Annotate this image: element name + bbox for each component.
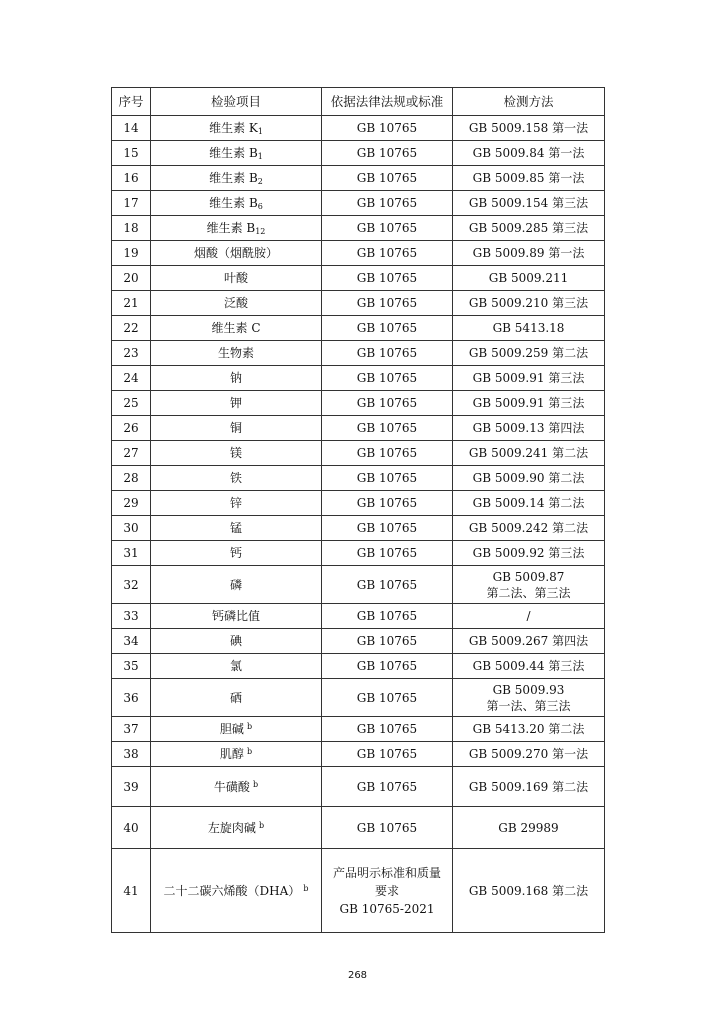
item-name: 叶酸 xyxy=(223,271,248,285)
inspection-item xyxy=(151,604,322,629)
row-number: 18 xyxy=(112,216,151,241)
row-number: 27 xyxy=(112,441,151,466)
inspection-item xyxy=(151,391,322,416)
item-name: 维生素 B xyxy=(209,196,258,210)
basis-line: 产品明示标准和质量 xyxy=(332,865,441,880)
basis-line: GB 10765 xyxy=(356,246,418,260)
method-line: 第二法、第三法 xyxy=(486,585,571,600)
basis-line: GB 10765 xyxy=(356,371,418,385)
legal-basis xyxy=(322,604,453,629)
test-method xyxy=(453,141,605,166)
test-method xyxy=(453,742,605,767)
table-header-row xyxy=(112,88,605,116)
table-row xyxy=(112,807,605,849)
legal-basis xyxy=(322,654,453,679)
test-method xyxy=(453,629,605,654)
basis-line: GB 10765 xyxy=(356,722,418,736)
row-number: 26 xyxy=(112,416,151,441)
inspection-item xyxy=(151,466,322,491)
table-row xyxy=(112,767,605,807)
table-row xyxy=(112,191,605,216)
legal-basis xyxy=(322,191,453,216)
method-line: GB 5009.91 第三法 xyxy=(472,371,585,385)
item-name: 钾 xyxy=(229,396,242,410)
legal-basis xyxy=(322,491,453,516)
table-row xyxy=(112,466,605,491)
legal-basis xyxy=(322,849,453,933)
table-body xyxy=(112,116,605,933)
item-name: 铜 xyxy=(229,421,242,435)
inspection-item xyxy=(151,679,322,717)
test-method xyxy=(453,241,605,266)
test-method xyxy=(453,767,605,807)
row-number: 21 xyxy=(112,291,151,316)
inspection-table xyxy=(111,87,605,933)
row-number: 23 xyxy=(112,341,151,366)
method-line: GB 5009.211 xyxy=(488,271,569,285)
test-method xyxy=(453,166,605,191)
inspection-item xyxy=(151,241,322,266)
table-row xyxy=(112,441,605,466)
item-name: 烟酸（烟酰胺） xyxy=(193,246,278,260)
test-method xyxy=(453,291,605,316)
item-subscript: 6 xyxy=(257,202,263,211)
row-number: 37 xyxy=(112,717,151,742)
table-row xyxy=(112,849,605,933)
inspection-item xyxy=(151,541,322,566)
method-line: GB 5009.13 第四法 xyxy=(472,421,585,435)
table-row xyxy=(112,516,605,541)
row-number: 17 xyxy=(112,191,151,216)
inspection-item xyxy=(151,316,322,341)
header-basis: 依据法律法规或标准 xyxy=(322,88,453,116)
basis-line: GB 10765 xyxy=(356,577,418,592)
item-name: 锌 xyxy=(229,496,242,510)
basis-line: GB 10765 xyxy=(356,496,418,510)
table-row xyxy=(112,566,605,604)
row-number: 39 xyxy=(112,767,151,807)
test-method xyxy=(453,116,605,141)
basis-line: GB 10765 xyxy=(356,659,418,673)
row-number: 28 xyxy=(112,466,151,491)
table-row xyxy=(112,216,605,241)
legal-basis xyxy=(322,541,453,566)
basis-line: GB 10765 xyxy=(356,546,418,560)
item-subscript: 2 xyxy=(257,177,263,186)
basis-line: 要求 xyxy=(374,883,399,898)
test-method xyxy=(453,191,605,216)
row-number: 41 xyxy=(112,849,151,933)
row-number: 14 xyxy=(112,116,151,141)
basis-line: GB 10765 xyxy=(356,171,418,185)
table-row xyxy=(112,717,605,742)
row-number: 15 xyxy=(112,141,151,166)
row-number: 24 xyxy=(112,366,151,391)
basis-line: GB 10765 xyxy=(356,634,418,648)
item-footnote-mark: b xyxy=(303,883,309,893)
legal-basis xyxy=(322,216,453,241)
legal-basis xyxy=(322,241,453,266)
test-method xyxy=(453,316,605,341)
method-line: GB 5009.242 第二法 xyxy=(468,521,589,535)
method-line: GB 5009.89 第一法 xyxy=(472,246,585,260)
method-line: GB 5009.85 第一法 xyxy=(472,171,585,185)
method-line: GB 5009.90 第二法 xyxy=(472,471,585,485)
item-subscript: 12 xyxy=(255,227,266,236)
item-name: 胆碱 xyxy=(219,722,244,736)
method-line: / xyxy=(526,609,531,623)
test-method xyxy=(453,341,605,366)
basis-line: GB 10765 xyxy=(356,421,418,435)
item-name: 碘 xyxy=(229,634,242,648)
inspection-item xyxy=(151,629,322,654)
item-name: 二十二碳六烯酸（DHA） xyxy=(163,883,301,898)
basis-line: GB 10765 xyxy=(356,820,418,835)
item-subscript: 1 xyxy=(257,152,263,161)
basis-line: GB 10765 xyxy=(356,471,418,485)
method-line: GB 5009.14 第二法 xyxy=(472,496,585,510)
item-footnote-mark: b xyxy=(258,820,265,830)
test-method xyxy=(453,541,605,566)
inspection-item xyxy=(151,441,322,466)
row-number: 25 xyxy=(112,391,151,416)
table-row xyxy=(112,366,605,391)
method-line: GB 5009.285 第三法 xyxy=(468,221,589,235)
item-name: 维生素 B xyxy=(206,221,256,235)
table-row xyxy=(112,166,605,191)
basis-line: GB 10765 xyxy=(356,396,418,410)
basis-line: GB 10765-2021 xyxy=(339,901,435,916)
table-row xyxy=(112,679,605,717)
inspection-item xyxy=(151,191,322,216)
test-method xyxy=(453,416,605,441)
method-line: GB 5009.91 第三法 xyxy=(472,396,585,410)
table-row xyxy=(112,141,605,166)
method-line: GB 5009.270 第一法 xyxy=(468,747,589,761)
inspection-item xyxy=(151,849,322,933)
legal-basis xyxy=(322,341,453,366)
table-row xyxy=(112,416,605,441)
inspection-item xyxy=(151,341,322,366)
header-no: 序号 xyxy=(112,88,151,116)
item-subscript: 1 xyxy=(257,127,263,136)
item-name: 硒 xyxy=(229,690,242,705)
row-number: 32 xyxy=(112,566,151,604)
test-method xyxy=(453,807,605,849)
test-method xyxy=(453,441,605,466)
test-method xyxy=(453,466,605,491)
inspection-item xyxy=(151,516,322,541)
basis-line: GB 10765 xyxy=(356,146,418,160)
table-row xyxy=(112,241,605,266)
item-name: 镁 xyxy=(229,446,242,460)
test-method xyxy=(453,849,605,933)
row-number: 36 xyxy=(112,679,151,717)
item-name: 钙磷比值 xyxy=(211,609,260,623)
basis-line: GB 10765 xyxy=(356,521,418,535)
header-item: 检验项目 xyxy=(151,88,322,116)
legal-basis xyxy=(322,807,453,849)
legal-basis xyxy=(322,629,453,654)
table-row xyxy=(112,116,605,141)
legal-basis xyxy=(322,316,453,341)
legal-basis xyxy=(322,141,453,166)
method-line: GB 5009.158 第一法 xyxy=(468,121,589,135)
inspection-item xyxy=(151,491,322,516)
inspection-item xyxy=(151,717,322,742)
method-line: GB 5009.210 第三法 xyxy=(468,296,589,310)
item-name: 铁 xyxy=(229,471,242,485)
legal-basis xyxy=(322,566,453,604)
item-name: 维生素 B xyxy=(209,146,258,160)
table-row xyxy=(112,266,605,291)
basis-line: GB 10765 xyxy=(356,779,418,794)
inspection-item xyxy=(151,116,322,141)
basis-line: GB 10765 xyxy=(356,221,418,235)
method-line: GB 5009.169 第二法 xyxy=(468,779,589,794)
table-row xyxy=(112,341,605,366)
row-number: 38 xyxy=(112,742,151,767)
row-number: 33 xyxy=(112,604,151,629)
method-line: GB 5009.168 第二法 xyxy=(468,883,589,898)
test-method xyxy=(453,366,605,391)
method-line: GB 5009.92 第三法 xyxy=(472,546,585,560)
inspection-item xyxy=(151,416,322,441)
test-method xyxy=(453,391,605,416)
item-name: 氯 xyxy=(229,659,242,673)
item-footnote-mark: b xyxy=(246,747,253,756)
basis-line: GB 10765 xyxy=(356,747,418,761)
legal-basis xyxy=(322,516,453,541)
legal-basis xyxy=(322,416,453,441)
item-footnote-mark: b xyxy=(246,722,253,731)
table-row xyxy=(112,541,605,566)
basis-line: GB 10765 xyxy=(356,446,418,460)
basis-line: GB 10765 xyxy=(356,346,418,360)
table-row xyxy=(112,291,605,316)
basis-line: GB 10765 xyxy=(356,296,418,310)
method-line: GB 5009.93 xyxy=(492,682,565,697)
row-number: 35 xyxy=(112,654,151,679)
item-name: 钠 xyxy=(229,371,242,385)
item-name: 锰 xyxy=(229,521,242,535)
item-name: 生物素 xyxy=(217,346,254,360)
legal-basis xyxy=(322,466,453,491)
row-number: 31 xyxy=(112,541,151,566)
method-line: 第一法、第三法 xyxy=(486,698,571,713)
inspection-item xyxy=(151,654,322,679)
item-name: 左旋肉碱 xyxy=(207,820,256,835)
item-name: 维生素 C xyxy=(211,321,261,335)
basis-line: GB 10765 xyxy=(356,321,418,335)
item-name: 维生素 B xyxy=(209,171,258,185)
legal-basis xyxy=(322,266,453,291)
row-number: 34 xyxy=(112,629,151,654)
table-row xyxy=(112,604,605,629)
item-footnote-mark: b xyxy=(252,779,259,789)
method-line: GB 5009.259 第二法 xyxy=(468,346,589,360)
test-method xyxy=(453,654,605,679)
test-method xyxy=(453,717,605,742)
page-number: 268 xyxy=(347,970,368,981)
legal-basis xyxy=(322,767,453,807)
table-row xyxy=(112,316,605,341)
method-line: GB 5009.87 xyxy=(492,569,565,584)
legal-basis xyxy=(322,742,453,767)
basis-line: GB 10765 xyxy=(356,609,418,623)
row-number: 29 xyxy=(112,491,151,516)
item-name: 磷 xyxy=(229,577,242,592)
item-name: 钙 xyxy=(229,546,242,560)
legal-basis xyxy=(322,391,453,416)
basis-line: GB 10765 xyxy=(356,690,418,705)
method-line: GB 5009.154 第三法 xyxy=(468,196,589,210)
inspection-item xyxy=(151,266,322,291)
method-line: GB 29989 xyxy=(498,820,559,835)
header-method: 检测方法 xyxy=(453,88,605,116)
inspection-item xyxy=(151,366,322,391)
row-number: 40 xyxy=(112,807,151,849)
legal-basis xyxy=(322,116,453,141)
legal-basis xyxy=(322,366,453,391)
test-method xyxy=(453,604,605,629)
test-method xyxy=(453,516,605,541)
table-row xyxy=(112,742,605,767)
test-method xyxy=(453,491,605,516)
row-number: 16 xyxy=(112,166,151,191)
row-number: 22 xyxy=(112,316,151,341)
legal-basis xyxy=(322,441,453,466)
legal-basis xyxy=(322,717,453,742)
table-row xyxy=(112,654,605,679)
method-line: GB 5413.18 xyxy=(492,321,565,335)
item-name: 维生素 K xyxy=(209,121,258,135)
test-method xyxy=(453,679,605,717)
inspection-item xyxy=(151,767,322,807)
test-method xyxy=(453,216,605,241)
legal-basis xyxy=(322,291,453,316)
row-number: 20 xyxy=(112,266,151,291)
basis-line: GB 10765 xyxy=(356,271,418,285)
method-line: GB 5009.267 第四法 xyxy=(468,634,589,648)
row-number: 19 xyxy=(112,241,151,266)
inspection-item xyxy=(151,216,322,241)
method-line: GB 5413.20 第二法 xyxy=(472,722,585,736)
method-line: GB 5009.84 第一法 xyxy=(472,146,585,160)
method-line: GB 5009.44 第三法 xyxy=(472,659,585,673)
legal-basis xyxy=(322,679,453,717)
inspection-item xyxy=(151,566,322,604)
inspection-item xyxy=(151,141,322,166)
item-name: 肌醇 xyxy=(219,747,244,761)
inspection-item xyxy=(151,742,322,767)
basis-line: GB 10765 xyxy=(356,196,418,210)
method-line: GB 5009.241 第二法 xyxy=(468,446,589,460)
inspection-item xyxy=(151,166,322,191)
item-name: 泛酸 xyxy=(223,296,248,310)
row-number: 30 xyxy=(112,516,151,541)
test-method xyxy=(453,566,605,604)
legal-basis xyxy=(322,166,453,191)
inspection-item xyxy=(151,291,322,316)
test-method xyxy=(453,266,605,291)
table-row xyxy=(112,629,605,654)
item-name: 牛磺酸 xyxy=(213,779,250,794)
table-row xyxy=(112,391,605,416)
basis-line: GB 10765 xyxy=(356,121,418,135)
table-row xyxy=(112,491,605,516)
inspection-item xyxy=(151,807,322,849)
